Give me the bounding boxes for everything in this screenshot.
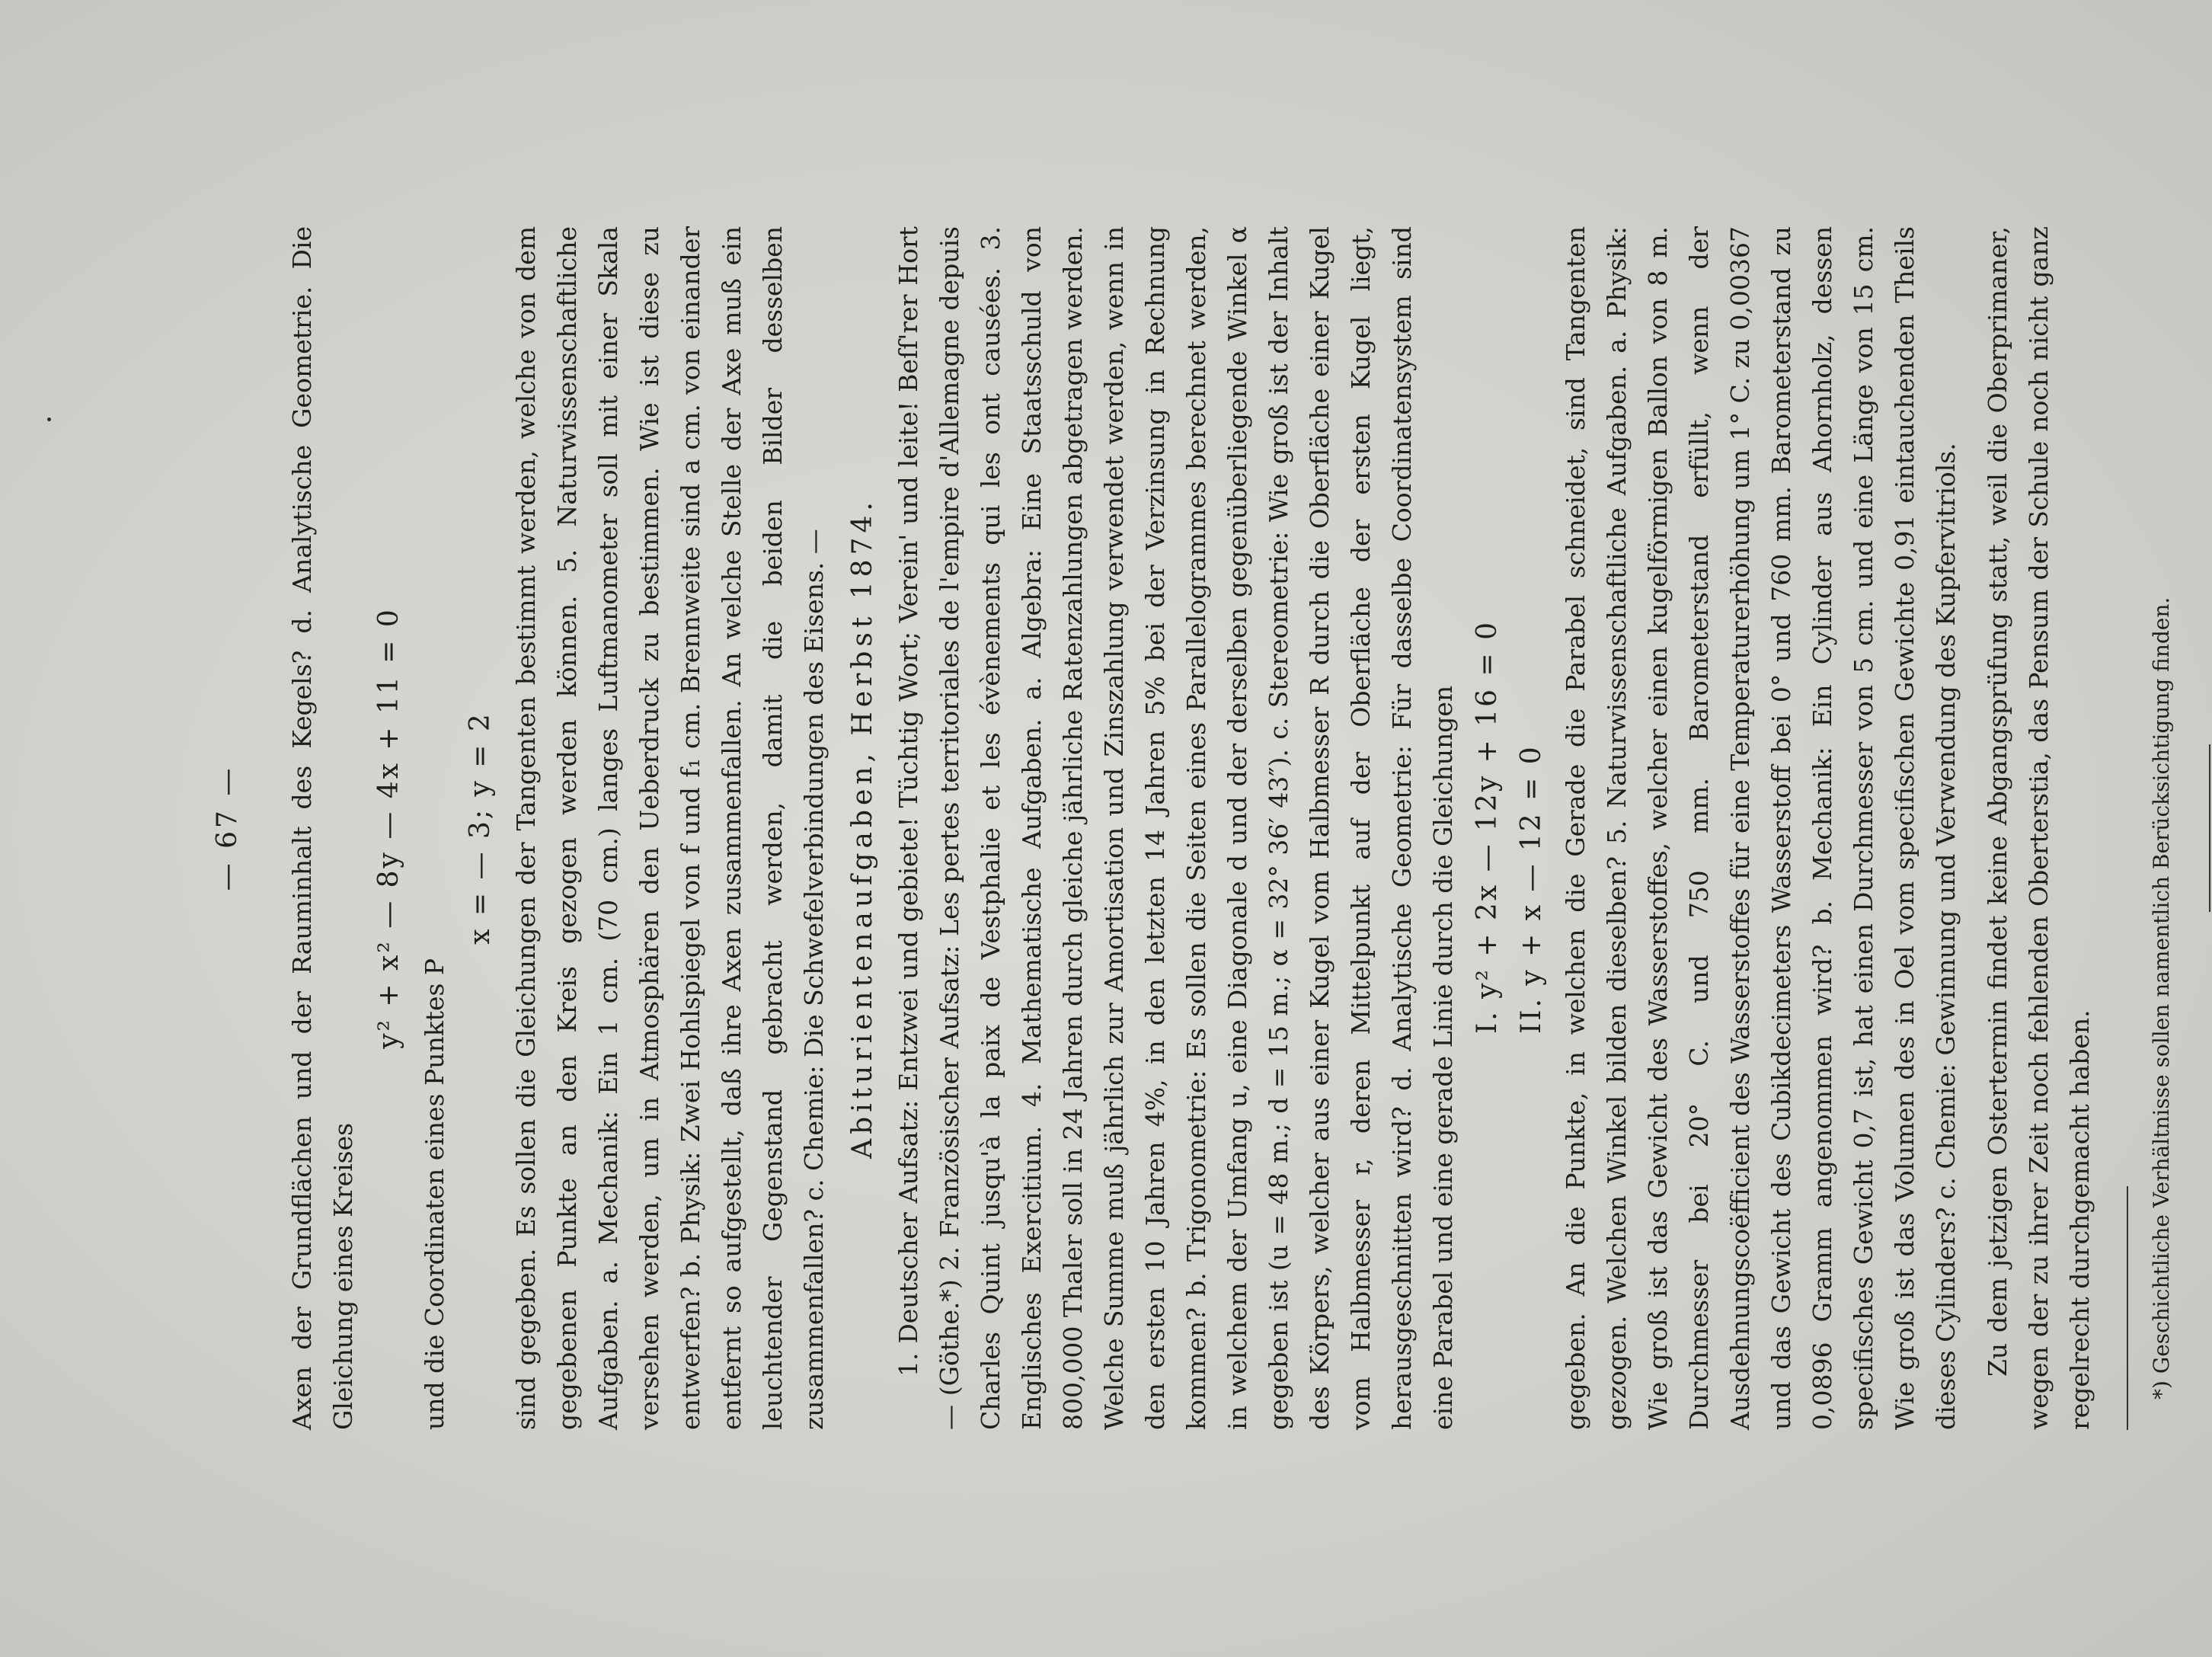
scan-speck — [47, 417, 51, 421]
paragraph-parabola-and-physics: gegeben. An die Punkte, in welchen die Gerade die Parabel schneidet, sind Tangenten gezogen. Welchen Winkel bilden dieselben? 5. Naturwissenschaftliche Aufgaben. a. Physik: Wie groß ist das Gewicht des Wasserstoffes, welcher einen kugelförmigen Ballon von 8 m. Durchmesser bei 20° C. und 750 mm. Barometerstand erfüllt, wenn der Ausdehnungscoëfficient des Wasserstoffes für eine Temperaturerhöhung um 1° C. zu 0,00367 und das Gewicht des Cubikdecimeters Wasserstoff bei 0° und 760 mm. Barometerstand zu 0,0896 Gramm angenommen wird? b. Mechanik: Ein Cylinder aus Ahornholz, dessen specifisches Gewicht 0,7 ist, hat einen Durchmesser von 5 cm. und eine Länge von 15 cm. Wie groß ist das Volumen des in Oel vom specifischen Gewichte 0,91 eintauchenden Theils dieses Cylinders? c. Chemie: Gewinnung und Verwendung des Kupfervitriols. — [1561, 226, 1961, 1430]
section-heading-abitur-1874: Abiturientenaufgaben, Herbst 1874. — [847, 497, 878, 1159]
footnote: *) Geschichtliche Verhältnisse sollen namentlich Berücksichtigung finden. — [2149, 597, 2174, 1399]
equation-point: x = — 3; y = 2 — [465, 712, 496, 945]
paragraph-easter-term-note: Zu dem jetzigen Ostertermin findet keine Abgangsprüfung statt, weil die Oberprimaner, wegen der zu ihrer Zeit noch fehlenden Oberterstia, das Pensum der Schule noch nicht ganz regelrecht durchgemacht haben. — [1983, 226, 2095, 1430]
page-number: — 67 — — [212, 765, 243, 891]
equation-circle: y² + x² — 8y — 4x + 11 = 0 — [373, 607, 404, 1049]
paragraph-analytic-geometry-intro: Axen der Grundflächen und der Rauminhalt des Kegels? d. Analytische Geometrie. Die Gleichung eines Kreises — [287, 226, 358, 1430]
paragraph-tangents-and-science-tasks: sind gegeben. Es sollen die Gleichungen der Tangenten bestimmt werden, welche von dem gegebenen Punkte an den Kreis gezogen werden können. 5. Naturwissenschaftliche Aufgaben. a. Mechanik: Ein 1 cm. (70 cm.) langes Luftmanometer soll mit einer Skala versehen werden, um in Atmosphären den Ueberdruck zu bestimmen. Wie ist diese zu entwerfen? b. Physik: Zwei Hohlspiegel von f und f₁ cm. Brennweite sind a cm. von einander entfernt so aufgestellt, daß ihre Axen zusammenfallen. An welche Stelle der Axe muß ein leuchtender Gegenstand gebracht werden, damit die beiden Bilder desselben zusammenfallen? c. Chemie: Die Schwefelverbindungen des Eisens. — — [511, 226, 829, 1430]
footnote-divider — [2127, 1186, 2128, 1430]
equation-line: II. y + x — 12 = 0 — [1516, 744, 1547, 1034]
equation-parabola: I. y² + 2x — 12y + 16 = 0 — [1472, 620, 1503, 1034]
end-divider — [2209, 744, 2210, 912]
paragraph-abitur-tasks: 1. Deutscher Aufsatz: Entzwei und gebiete! Tüchtig Wort; Verein' und leite! Beſſ'rer Hort — (Göthe.*) 2. Französischer Aufsatz: Les pertes territoriales de l'empire d'Allemagne depuis Charles Quint jusqu'à la paix de Vestphalie et les évènements qui les ont causées. 3. Englisches Exercitium. 4. Mathematische Aufgaben. a. Algebra: Eine Staatsschuld von 800,000 Thaler soll in 24 Jahren durch gleiche jährliche Ratenzahlungen abgetragen werden. Welche Summe muß jährlich zur Amortisation und Zinszahlung verwendet werden, wenn in den ersten 10 Jahren 4%, in den letzten 14 Jahren 5% bei der Verzinsung in Rechnung kommen? b. Trigonometrie: Es sollen die Seiten eines Parallelogrammes berechnet werden, in welchem der Umfang u, eine Diagonale d und der derselben gegenüberliegende Winkel α gegeben ist (u = 48 m.; d = 15 m.; α = 32° 36′ 43″). c. Stereometrie: Wie groß ist der Inhalt des Körpers, welcher aus einer Kugel vom Halbmesser R durch die Oberfläche einer Kugel vom Halbmesser r, deren Mittelpunkt auf der Oberfläche der ersten Kugel liegt, herausgeschnitten wird? d. Analytische Geometrie: Für dasselbe Coordinatensystem sind eine Parabel und eine gerade Linie durch die Gleichungen — [893, 226, 1458, 1430]
document-page — [177, 112, 2174, 1544]
paragraph-point-coordinates: und die Coordinaten eines Punktes P — [420, 958, 449, 1430]
